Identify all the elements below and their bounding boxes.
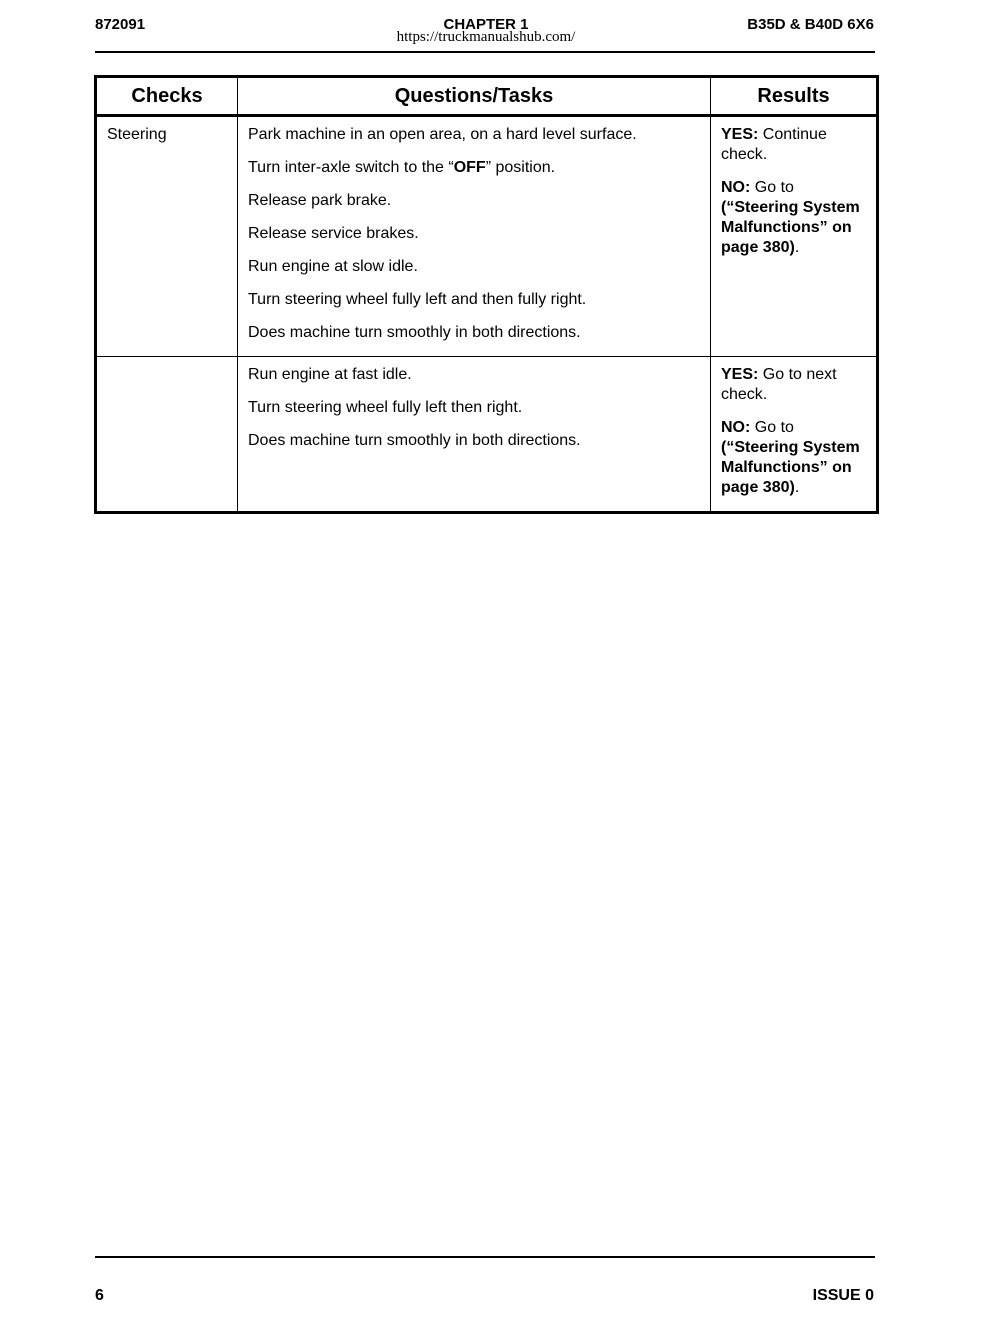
table-row — [96, 116, 878, 357]
column-header-results: Results — [711, 77, 878, 116]
header-rule — [95, 51, 875, 53]
no-text: Go to — [750, 179, 794, 196]
tasks-cell — [238, 116, 711, 357]
task-text: Turn inter-axle switch to the “ — [248, 159, 454, 176]
result-no — [721, 178, 866, 258]
check-name: Steering — [96, 116, 238, 357]
results-cell — [711, 357, 878, 513]
results-cell — [711, 116, 878, 357]
column-header-checks: Checks — [96, 77, 238, 116]
result-no — [721, 418, 866, 498]
no-text: Go to — [750, 419, 794, 436]
chapter-title: CHAPTER 1 — [443, 16, 529, 33]
no-end: . — [794, 239, 800, 256]
doc-number: 872091 — [95, 16, 146, 33]
table-row — [96, 357, 878, 513]
cross-reference-link[interactable]: (“Steering System Malfunctions” on page 380) — [721, 439, 860, 496]
yes-label: YES: — [721, 126, 759, 143]
no-label: NO: — [721, 419, 751, 436]
task-item: Turn steering wheel fully left and then fully right. — [248, 291, 587, 308]
task-item: Release park brake. — [248, 192, 392, 209]
page-number: 6 — [95, 1287, 104, 1304]
tasks-cell — [238, 357, 711, 513]
issue-label: ISSUE 0 — [812, 1287, 874, 1304]
footer-rule — [95, 1256, 875, 1258]
source-url[interactable]: https://truckmanualshub.com/ — [396, 29, 576, 45]
task-item: Does machine turn smoothly in both directions. — [248, 432, 581, 449]
table-header-row — [96, 77, 878, 116]
task-item — [248, 158, 700, 178]
no-label: NO: — [721, 179, 751, 196]
task-item: Park machine in an open area, on a hard level surface. — [248, 126, 637, 143]
task-emphasis: OFF — [453, 159, 486, 176]
task-item: Turn steering wheel fully left then right. — [248, 399, 523, 416]
task-item: Run engine at fast idle. — [248, 366, 412, 383]
result-yes — [721, 365, 866, 405]
task-text: ” position. — [485, 159, 556, 176]
no-end: . — [794, 479, 800, 496]
yes-text: Go to next check. — [721, 366, 837, 403]
check-name-empty — [96, 357, 238, 513]
yes-label: YES: — [721, 366, 759, 383]
task-item: Release service brakes. — [248, 225, 419, 242]
task-item: Does machine turn smoothly in both directions. — [248, 324, 581, 341]
result-yes — [721, 125, 866, 165]
yes-text: Continue check. — [721, 126, 827, 163]
cross-reference-link[interactable]: (“Steering System Malfunctions” on page 380) — [721, 199, 860, 256]
column-header-questions: Questions/Tasks — [238, 77, 711, 116]
task-item: Run engine at slow idle. — [248, 258, 418, 275]
checks-table — [94, 75, 879, 514]
model-name: B35D & B40D 6X6 — [747, 16, 874, 33]
